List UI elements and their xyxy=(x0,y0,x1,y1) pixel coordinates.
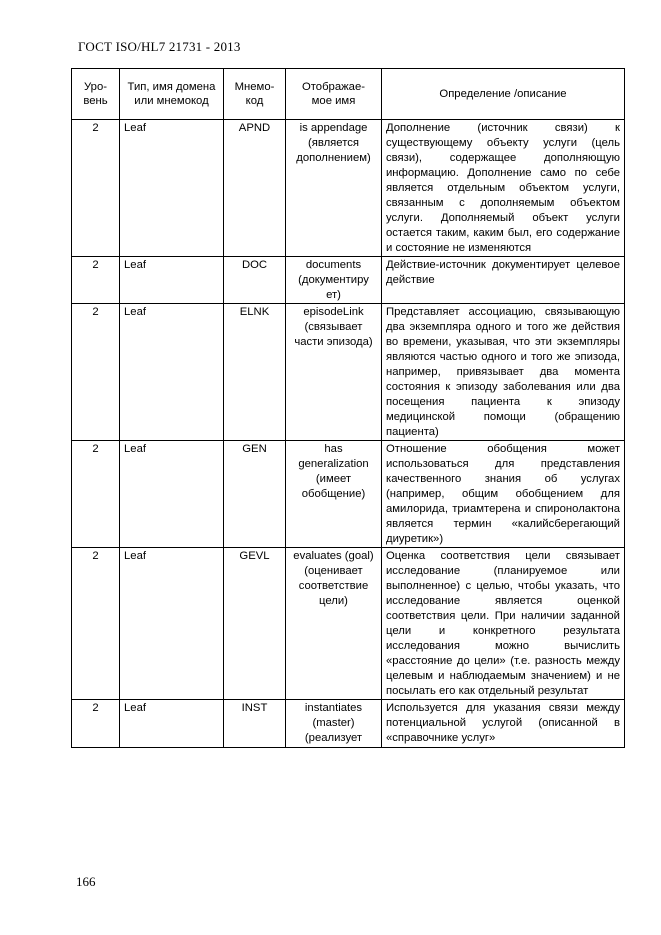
cell-display-name: has generalization (имеет обобщение) xyxy=(286,441,382,548)
document-header: ГОСТ ISO/HL7 21731 - 2013 xyxy=(78,39,241,54)
cell-level: 2 xyxy=(72,548,120,700)
cell-type: Leaf xyxy=(120,700,224,748)
cell-definition: Представляет ассоциацию, связывающую два экземпляра одного и того же действия во времени, указывая, что эти экземпляры являются частью одного и того же эпизода, например, привязывает два момента состояния к эпизоду заболевания или два посещения пациента к эпизоду медицинской помощи (обращению пациента) xyxy=(382,304,625,441)
table-row xyxy=(72,304,625,441)
page-number: 166 xyxy=(76,874,96,889)
cell-display-name: episodeLink (связывает части эпизода) xyxy=(286,304,382,441)
cell-definition: Отношение обобщения может использоваться для представления качественного знания об услугах (например, общим обобщением для амилорида, триамтерена и спиронолактона является термин «калийсберегающий диуретик») xyxy=(382,441,625,548)
cell-level: 2 xyxy=(72,441,120,548)
cell-type: Leaf xyxy=(120,441,224,548)
cell-mnemonic: APND xyxy=(224,120,286,257)
table-row xyxy=(72,120,625,257)
table-row xyxy=(72,441,625,548)
column-header-definition: Определение /описание xyxy=(382,69,625,120)
cell-definition: Дополнение (источник связи) к существующему объекту услуги (цель связи), содержащее дополняющую информацию. Дополнение само по себе является отдельным объектом услуги, связанным с дополняемым объектом услуги. Дополняемый объект услуги остается таким, каким был, его содержание и состояние не изменяются xyxy=(382,120,625,257)
cell-definition: Используется для указания связи между потенциальной услугой (описанной в «справочнике услуг» xyxy=(382,700,625,748)
cell-mnemonic: DOC xyxy=(224,257,286,304)
cell-level: 2 xyxy=(72,257,120,304)
table-row xyxy=(72,257,625,304)
cell-mnemonic: INST xyxy=(224,700,286,748)
cell-level: 2 xyxy=(72,120,120,257)
code-table xyxy=(71,68,625,748)
cell-level: 2 xyxy=(72,304,120,441)
cell-mnemonic: ELNK xyxy=(224,304,286,441)
cell-display-name: evaluates (goal) (оценивает соответствие цели) xyxy=(286,548,382,700)
column-header-level: Уро- вень xyxy=(72,69,120,120)
cell-definition: Оценка соответствия цели связывает исследование (планируемое или выполненное) с целью, чтобы указать, что исследование является оценкой соответствия цели. При наличии заданной цели и конкретного результата исследования можно вычислить «расстояние до цели» (т.е. разность между целевым и наблюдаемым значением) и не посылать его как отдельный результат xyxy=(382,548,625,700)
column-header-mnemonic: Мнемо- код xyxy=(224,69,286,120)
table-row xyxy=(72,548,625,700)
cell-level: 2 xyxy=(72,700,120,748)
column-header-display-name: Отображае- мое имя xyxy=(286,69,382,120)
cell-type: Leaf xyxy=(120,257,224,304)
cell-type: Leaf xyxy=(120,304,224,441)
cell-mnemonic: GEN xyxy=(224,441,286,548)
cell-display-name: is appendage (является дополнением) xyxy=(286,120,382,257)
column-header-type: Тип, имя домена или мнемокод xyxy=(120,69,224,120)
table-row xyxy=(72,700,625,748)
cell-definition: Действие-источник документирует целевое действие xyxy=(382,257,625,304)
table-header-row xyxy=(72,69,625,120)
cell-type: Leaf xyxy=(120,120,224,257)
cell-display-name: documents (документиру ет) xyxy=(286,257,382,304)
cell-display-name: instantiates (master) (реализует xyxy=(286,700,382,748)
cell-type: Leaf xyxy=(120,548,224,700)
cell-mnemonic: GEVL xyxy=(224,548,286,700)
